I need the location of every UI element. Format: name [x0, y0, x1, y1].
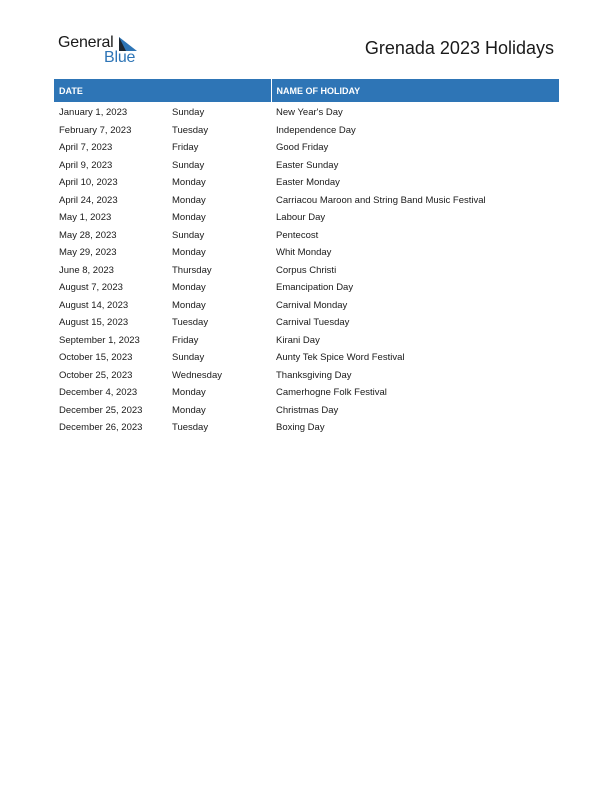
holiday-weekday: Sunday [172, 107, 205, 119]
table-row [54, 227, 559, 245]
holiday-date: October 25, 2023 [59, 369, 133, 381]
holiday-weekday: Tuesday [172, 422, 209, 434]
holiday-weekday: Monday [172, 194, 206, 206]
holiday-name: Good Friday [276, 142, 329, 154]
holiday-date: December 25, 2023 [59, 404, 143, 416]
holiday-weekday: Monday [172, 299, 206, 311]
holiday-date: April 7, 2023 [59, 142, 113, 154]
holiday-name: Pentecost [276, 229, 319, 241]
holiday-weekday: Friday [172, 334, 199, 346]
holiday-weekday: Monday [172, 247, 206, 259]
holiday-weekday: Sunday [172, 159, 205, 171]
holiday-name: Labour Day [276, 212, 326, 224]
table-row [54, 102, 559, 122]
table-body [54, 102, 559, 437]
table-row [54, 157, 559, 175]
holiday-weekday: Monday [172, 404, 206, 416]
table-row [54, 367, 559, 385]
holiday-name: Christmas Day [276, 404, 339, 416]
table-row [54, 332, 559, 350]
page-title: Grenada 2023 Holidays [364, 38, 554, 58]
table-row [54, 349, 559, 367]
holiday-weekday: Tuesday [172, 317, 209, 329]
holiday-date: September 1, 2023 [59, 334, 140, 346]
holiday-name: New Year's Day [276, 107, 343, 119]
table-row [54, 402, 559, 420]
holiday-table [54, 79, 559, 437]
table-row [54, 139, 559, 157]
holiday-date: May 29, 2023 [59, 247, 117, 259]
table-header-row [54, 79, 559, 102]
holiday-name: Independence Day [276, 124, 356, 136]
holiday-date: October 15, 2023 [59, 352, 133, 364]
logo-text-blue: Blue [104, 49, 136, 66]
holiday-weekday: Monday [172, 282, 206, 294]
holiday-date: April 24, 2023 [59, 194, 118, 206]
holiday-weekday: Monday [172, 177, 206, 189]
holiday-name: Thanksgiving Day [276, 369, 352, 381]
logo-text-general: General [58, 34, 114, 51]
holiday-date: February 7, 2023 [59, 124, 132, 136]
holiday-date: August 15, 2023 [59, 317, 129, 329]
holiday-weekday: Sunday [172, 229, 205, 241]
table-row [54, 419, 559, 437]
logo [58, 34, 148, 68]
holiday-weekday: Wednesday [172, 369, 222, 381]
table-row [54, 384, 559, 402]
holiday-date: December 4, 2023 [59, 387, 138, 399]
table-row [54, 262, 559, 280]
holiday-date: August 14, 2023 [59, 299, 129, 311]
holiday-weekday: Friday [172, 142, 199, 154]
table-row [54, 122, 559, 140]
holiday-weekday: Tuesday [172, 124, 209, 136]
holiday-weekday: Thursday [172, 264, 212, 276]
holiday-weekday: Monday [172, 387, 206, 399]
table-row [54, 314, 559, 332]
holiday-name: Camerhogne Folk Festival [276, 387, 387, 399]
column-header-date: DATE [54, 79, 271, 102]
holiday-date: May 1, 2023 [59, 212, 112, 224]
holiday-date: January 1, 2023 [59, 107, 128, 119]
holiday-date: December 26, 2023 [59, 422, 143, 434]
holiday-name: Easter Monday [276, 177, 340, 189]
column-header-holiday: NAME OF HOLIDAY [271, 79, 559, 102]
holiday-date: August 7, 2023 [59, 282, 123, 294]
table-row [54, 174, 559, 192]
holiday-name: Aunty Tek Spice Word Festival [276, 352, 405, 364]
table-row [54, 297, 559, 315]
holiday-name: Carnival Tuesday [276, 317, 350, 329]
holiday-name: Corpus Christi [276, 264, 337, 276]
holiday-name: Easter Sunday [276, 159, 339, 171]
holiday-weekday: Monday [172, 212, 206, 224]
holiday-weekday: Sunday [172, 352, 205, 364]
holiday-name: Boxing Day [276, 422, 325, 434]
holiday-name: Emancipation Day [276, 282, 354, 294]
holiday-date: May 28, 2023 [59, 229, 117, 241]
holiday-name: Kirani Day [276, 334, 320, 346]
table-row [54, 244, 559, 262]
holiday-name: Whit Monday [276, 247, 332, 259]
table-row [54, 192, 559, 210]
holiday-name: Carnival Monday [276, 299, 348, 311]
table-row [54, 279, 559, 297]
holiday-name: Carriacou Maroon and String Band Music Festival [276, 194, 486, 206]
holiday-date: April 9, 2023 [59, 159, 113, 171]
holiday-date: June 8, 2023 [59, 264, 114, 276]
table-row [54, 209, 559, 227]
holiday-date: April 10, 2023 [59, 177, 118, 189]
